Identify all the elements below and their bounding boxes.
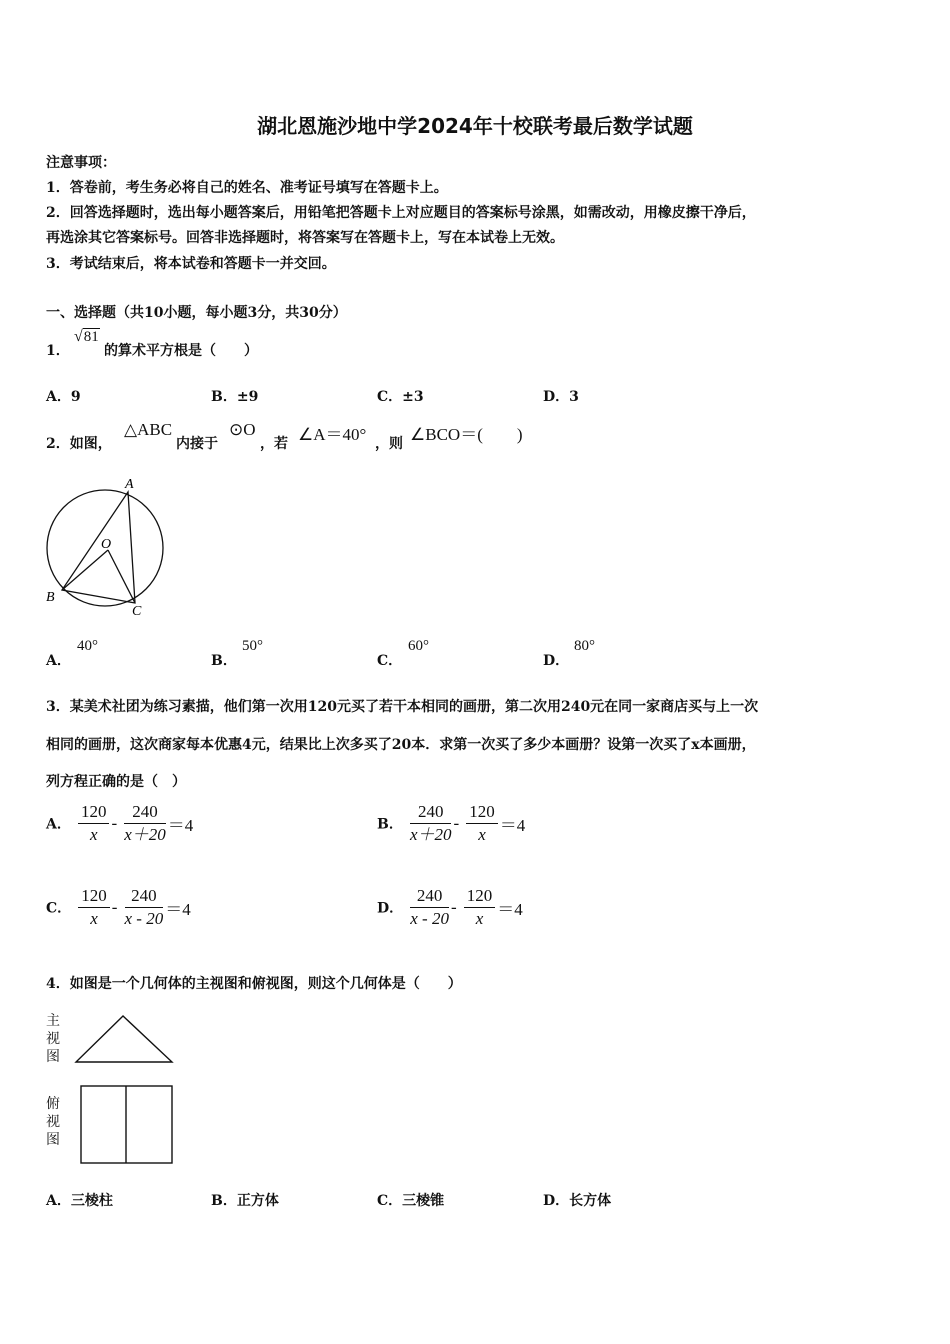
q1-text: 的算术平方根是（ ） [104,343,258,359]
fraction: $\frac{120}{x}$ [466,801,498,846]
q4-option-a: A．三棱柱 [46,1193,113,1209]
q3-line-1: 3．某美术社团为练习素描，他们第一次用120元买了若干本相同的画册，第二次用240元在同一家商店买与上一次 [46,699,759,715]
notice-item-3: 3．考试结束后，将本试卷和答题卡一并交回。 [46,256,336,272]
fraction: $\frac{120}{x}$ [78,801,110,846]
label-a: A [125,477,134,492]
front-view-figure [74,1012,176,1068]
q3-line-2: 相同的画册，这次商家每本优惠4元，结果比上次多买了20本．求第一次买了多少本画册？设第一次买了x本画册， [46,737,756,753]
q1-radicand: 81 [83,329,99,345]
q2-number: 2．如图， [46,436,112,452]
q1-option-d: D．3 [543,389,579,405]
q2-option-d-value: 80° [574,638,595,654]
front-view-triangle [76,1016,172,1062]
q4-option-d: D．长方体 [543,1193,612,1209]
q2-text-2: ，若 [260,436,288,452]
q2-text-3: ，则 [375,436,403,452]
q2-option-a-label: A． [46,653,71,669]
q2-circle: ⊙O [229,420,256,439]
fraction: $\frac{240}{x - 20}$ [410,886,449,928]
q2-triangle: △ABC [124,420,173,439]
label-o: O [101,537,112,552]
q3-option-b: B． $\frac{240}{x+20}$ - $\frac{120}{x}$ ＝4 [377,802,526,844]
q2-option-a-value: 40° [77,638,98,654]
q3-line-3: 列方程正确的是（ ） [46,774,186,790]
q3-option-c: C． $\frac{120}{x}$ - $\frac{240}{x - 20}$ ＝4 [46,886,191,928]
q2-option-b-value: 50° [242,638,263,654]
notice-item-2: 2．回答选择题时，选出每小题答案后，用铅笔把答题卡上对应题目的答案标号涂黑，如需改动，用橡皮擦干净后， [46,205,756,221]
notice-item-2-cont: 再选涂其它答案标号。回答非选择题时，将答案写在答题卡上，写在本试卷上无效。 [46,230,564,246]
q1-option-a: A．9 [46,389,81,405]
q1-number: 1． [46,343,70,359]
q2-text-1: 内接于 [176,436,218,452]
fraction: $\frac{240}{x - 20}$ [124,886,164,928]
top-view-label: 俯 视 图 [46,1096,60,1148]
q2-option-c-label: C． [377,653,403,669]
q2-angle-a: ∠A＝40° [298,425,367,444]
fraction: $\frac{240}{x+20}$ [409,802,452,844]
notice-heading: 注意事项： [46,155,116,171]
q2-option-c-value: 60° [408,638,429,654]
segment-oc [108,550,135,603]
triangle-abc [62,492,135,603]
label-c: C [132,604,142,619]
section-heading: 一、选择题（共10小题，每小题3分，共30分） [46,305,347,321]
fraction: $\frac{240}{x+20}$ [124,802,166,844]
q2-figure [38,472,178,620]
q4-text: 4．如图是一个几何体的主视图和俯视图，则这个几何体是（ ） [46,976,462,992]
front-view-label: 主 视 图 [46,1013,60,1065]
fraction: $\frac{120}{x}$ [464,885,496,930]
top-view-figure [78,1083,176,1167]
q3-option-d: D． $\frac{240}{x - 20}$ - $\frac{120}{x}$ ＝4 [377,886,523,928]
q1-option-b: B．±9 [211,389,259,405]
q2-option-d-label: D． [543,653,570,669]
q1-option-c: C．±3 [377,389,424,405]
q1-radical: √81 [74,328,99,345]
page-title: 湖北恩施沙地中学2024年十校联考最后数学试题 [257,114,693,138]
q4-option-c: C．三棱锥 [377,1193,445,1209]
q3-option-a: A． $\frac{120}{x}$ - $\frac{240}{x+20}$ ＝4 [46,802,194,844]
q2-option-b-label: B． [211,653,237,669]
notice-item-1: 1．答卷前，考生务必将自己的姓名、准考证号填写在答题卡上。 [46,180,448,196]
q4-option-b: B．正方体 [211,1193,279,1209]
q2-ask: ∠BCO＝( ) [410,425,523,444]
fraction: $\frac{120}{x}$ [78,885,110,930]
label-b: B [46,590,55,605]
